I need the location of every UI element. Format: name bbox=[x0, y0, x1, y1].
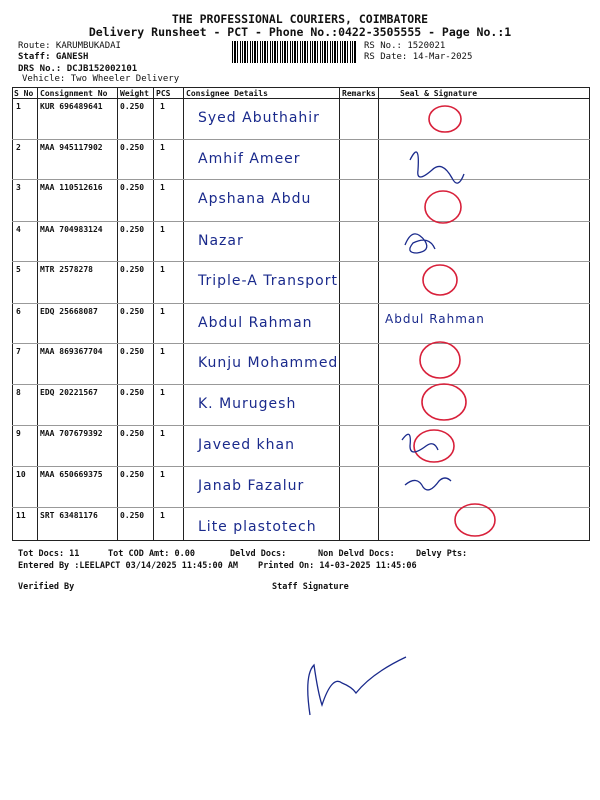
red-stamp-mark bbox=[429, 106, 461, 132]
row-pcs: 1 bbox=[160, 143, 165, 152]
red-stamp-mark bbox=[423, 265, 457, 295]
staff-signature-label: Staff Signature bbox=[272, 582, 349, 592]
row-consignment-no: SRT 63481176 bbox=[40, 511, 98, 520]
col-header-seal: Seal & Signature bbox=[400, 89, 478, 98]
non-delivered-docs: Non Delvd Docs: bbox=[318, 549, 395, 559]
row-consignment-no: EDQ 20221567 bbox=[40, 388, 98, 397]
row-pcs: 1 bbox=[160, 429, 165, 438]
route-label: Route: KARUMBUKADAI bbox=[18, 41, 121, 51]
printed-on: Printed On: 14-03-2025 11:45:06 bbox=[258, 561, 417, 571]
row-weight: 0.250 bbox=[120, 225, 145, 234]
col-header-pcs: PCS bbox=[156, 89, 171, 98]
row-consignment-no: MAA 650669375 bbox=[40, 470, 103, 479]
row-consignment-no: MAA 869367704 bbox=[40, 347, 103, 356]
row-consignee-handwritten: Abdul Rahman bbox=[198, 315, 313, 331]
row-pcs: 1 bbox=[160, 265, 165, 274]
row-weight: 0.250 bbox=[120, 307, 145, 316]
row-consignee-handwritten: Apshana Abdu bbox=[198, 191, 312, 207]
row-consignment-no: MAA 707679392 bbox=[40, 429, 103, 438]
row-sno: 9 bbox=[16, 429, 21, 438]
row-consignment-no: MAA 704983124 bbox=[40, 225, 103, 234]
row-consignee-handwritten: Kunju Mohammed bbox=[198, 355, 339, 371]
red-stamp-mark bbox=[420, 342, 460, 378]
row-sno: 2 bbox=[16, 143, 21, 152]
rs-number: RS No.: 1520021 bbox=[364, 41, 446, 51]
row-sno: 10 bbox=[16, 470, 26, 479]
row-weight: 0.250 bbox=[120, 183, 145, 192]
row-weight: 0.250 bbox=[120, 347, 145, 356]
delivery-points: Delvy Pts: bbox=[416, 549, 468, 559]
red-stamp-mark bbox=[425, 191, 461, 223]
blue-signature-mark bbox=[405, 234, 435, 253]
col-header-weight: Weight bbox=[120, 89, 149, 98]
row-sno: 3 bbox=[16, 183, 21, 192]
row-consignment-no: KUR 696489641 bbox=[40, 102, 103, 111]
red-stamp-mark bbox=[455, 504, 495, 536]
row-sno: 7 bbox=[16, 347, 21, 356]
row-weight: 0.250 bbox=[120, 143, 145, 152]
row-consignee-handwritten: Lite plastotech bbox=[198, 519, 317, 535]
row-consignment-no: MAA 110512616 bbox=[40, 183, 103, 192]
row-sno: 4 bbox=[16, 225, 21, 234]
row-pcs: 1 bbox=[160, 102, 165, 111]
total-docs: Tot Docs: 11 bbox=[18, 549, 80, 559]
row-weight: 0.250 bbox=[120, 470, 145, 479]
remark-row-6: Abdul Rahman bbox=[385, 312, 485, 326]
row-consignee-handwritten: Javeed khan bbox=[198, 437, 295, 453]
blue-signature-mark bbox=[405, 478, 451, 490]
total-cod: Tot COD Amt: 0.00 bbox=[108, 549, 195, 559]
col-header-remarks: Remarks bbox=[342, 89, 376, 98]
row-pcs: 1 bbox=[160, 225, 165, 234]
row-pcs: 1 bbox=[160, 511, 165, 520]
company-title: THE PROFESSIONAL COURIERS, COIMBATORE bbox=[171, 12, 429, 26]
rs-date: RS Date: 14-Mar-2025 bbox=[364, 52, 473, 62]
col-header-sno: S No bbox=[14, 89, 34, 98]
row-pcs: 1 bbox=[160, 347, 165, 356]
row-weight: 0.250 bbox=[120, 429, 145, 438]
verified-by-label: Verified By bbox=[18, 582, 75, 592]
row-pcs: 1 bbox=[160, 388, 165, 397]
col-header-consignment: Consignment No bbox=[40, 89, 108, 98]
delivered-docs: Delvd Docs: bbox=[230, 549, 287, 559]
red-stamp-mark bbox=[414, 430, 454, 462]
vehicle-label: Vehicle: Two Wheeler Delivery bbox=[22, 74, 180, 84]
row-pcs: 1 bbox=[160, 183, 165, 192]
row-weight: 0.250 bbox=[120, 102, 145, 111]
red-stamp-mark bbox=[422, 384, 466, 420]
row-sno: 1 bbox=[16, 102, 21, 111]
row-consignment-no: MTR 2578278 bbox=[40, 265, 93, 274]
row-weight: 0.250 bbox=[120, 511, 145, 520]
row-sno: 5 bbox=[16, 265, 21, 274]
staff-signature-scribble bbox=[308, 657, 406, 715]
row-sno: 6 bbox=[16, 307, 21, 316]
row-consignee-handwritten: K. Murugesh bbox=[198, 396, 297, 412]
blue-signature-mark bbox=[410, 152, 464, 183]
row-consignee-handwritten: Janab Fazalur bbox=[198, 478, 305, 494]
row-consignee-handwritten: Amhif Ameer bbox=[198, 151, 301, 167]
col-header-consignee: Consignee Details bbox=[186, 89, 268, 98]
row-pcs: 1 bbox=[160, 307, 165, 316]
row-consignee-handwritten: Triple-A Transport bbox=[198, 273, 338, 289]
row-weight: 0.250 bbox=[120, 388, 145, 397]
row-sno: 11 bbox=[16, 511, 26, 520]
row-sno: 8 bbox=[16, 388, 21, 397]
blue-signature-mark bbox=[402, 434, 438, 452]
entered-by: Entered By :LEELAPCT 03/14/2025 11:45:00 AM bbox=[18, 561, 239, 571]
row-consignment-no: EDQ 25668087 bbox=[40, 307, 98, 316]
row-consignee-handwritten: Syed Abuthahir bbox=[198, 110, 320, 126]
row-consignee-handwritten: Nazar bbox=[198, 233, 244, 249]
row-weight: 0.250 bbox=[120, 265, 145, 274]
staff-label: Staff: GANESH bbox=[18, 52, 89, 62]
row-consignment-no: MAA 945117902 bbox=[40, 143, 103, 152]
drs-label: DRS No.: DCJB152002101 bbox=[18, 64, 138, 74]
runsheet-subtitle: Delivery Runsheet - PCT - Phone No.:0422-3505555 - Page No.:1 bbox=[88, 25, 512, 39]
row-pcs: 1 bbox=[160, 470, 165, 479]
